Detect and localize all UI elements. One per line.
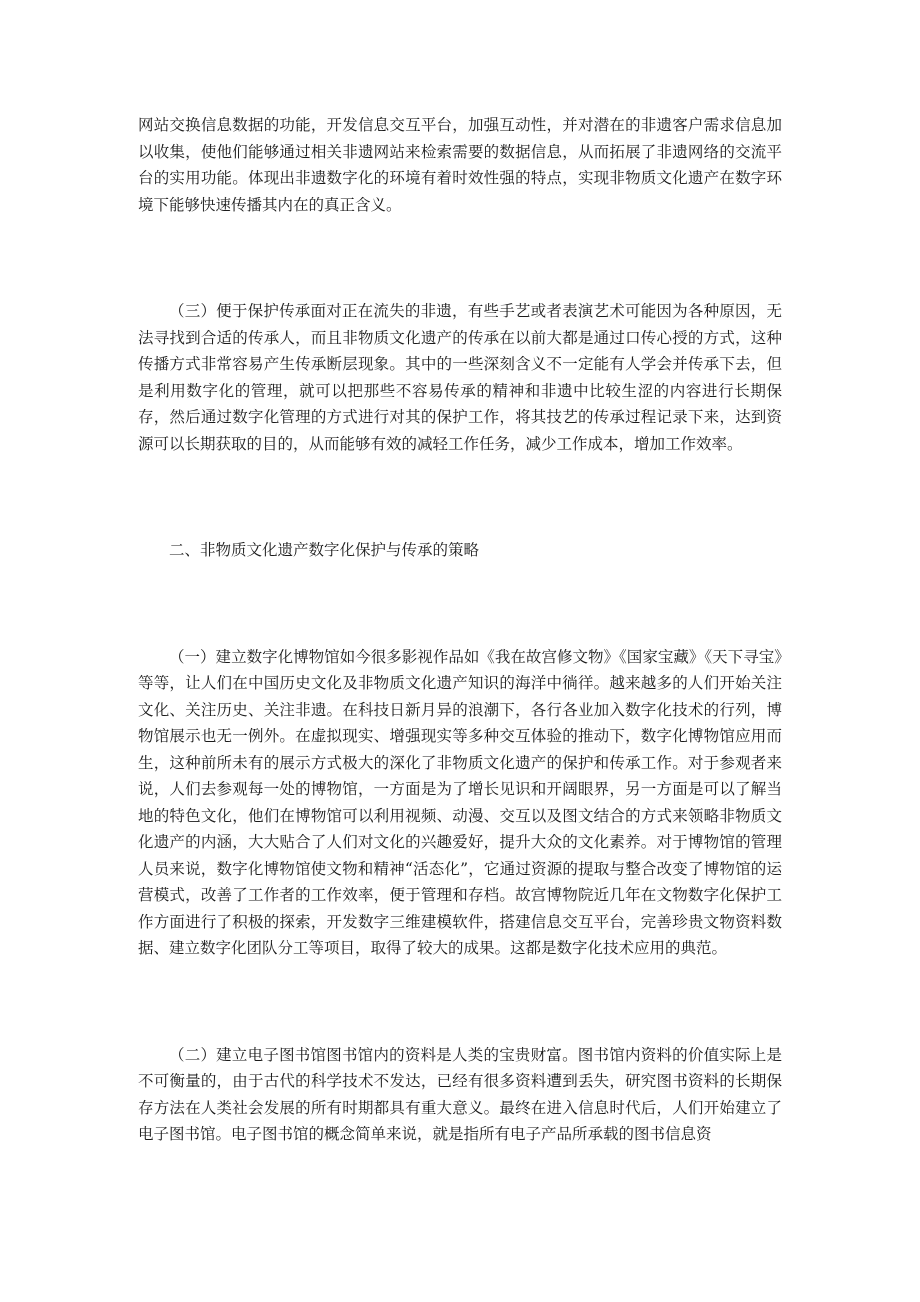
section-heading: 二、非物质文化遗产数字化保护与传承的策略	[169, 541, 480, 559]
paragraph-digital-museum: （一）建立数字化博物馆如今很多影视作品如《我在故宫修文物》《国家宝藏》《天下寻宝》等等，让人们在中国历史文化及非物质文化遗产知识的海洋中徜徉。越来越多的人们开始关注文化、关注历史、关注非遗。在科技日新月异的浪潮下，各行各业加入数字化技术的行列，博物馆展示也无一例外。在虚拟现实、增强现实等多种交互体验的推动下，数字化博物馆应用而生，这种前所未有的展示方式极大的深化了非物质文化遗产的保护和传承工作。对于参观者来说，人们去参观每一处的博物馆，一方面是为了增长见识和开阔眼界，另一方面是可以了解当地的特色文化，他们在博物馆可以利用视频、动漫、交互以及图文结合的方式来领略非物质文化遗产的内涵，大大贴合了人们对文化的兴趣爱好，提升大众的文化素养。对于博物馆的管理人员来说，数字化博物馆使文物和精神“活态化”，它通过资源的提取与整合改变了博物馆的运营模式，改善了工作者的工作效率，便于管理和存档。故宫博物院近几年在文物数字化保护工作方面进行了积极的探索，开发数字三维建模软件，搭建信息交互平台，完善珍贵文物资料数据、建立数字化团队分工等项目，取得了较大的成果。这都是数字化技术应用的典范。	[138, 647, 782, 957]
document-page	[138, 112, 782, 1148]
paragraph-continuation: 网站交换信息数据的功能，开发信息交互平台，加强互动性，并对潜在的非遗客户需求信息加以收集，使他们能够通过相关非遗网站来检索需要的数据信息，从而拓展了非遗网络的交流平台的实用功能。体现出非遗数字化的环境有着时效性强的特点，实现非物质文化遗产在数字环境下能够快速传播其内在的真正含义。	[138, 116, 782, 214]
paragraph-digital-library: （二）建立电子图书馆图书馆内的资料是人类的宝贵财富。图书馆内资料的价值实际上是不可衡量的，由于古代的科学技术不发达，已经有很多资料遭到丢失，研究图书资料的长期保存方法在人类社会发展的所有时期都具有重大意义。最终在进入信息时代后，人们开始建立了电子图书馆。电子图书馆的概念简单来说，就是指所有电子产品所承载的图书信息资	[138, 1045, 782, 1143]
paragraph-section-three: （三）便于保护传承面对正在流失的非遗，有些手艺或者表演艺术可能因为各种原因，无法寻找到合适的传承人，而且非物质文化遗产的传承在以前大都是通过口传心授的方式，这种传播方式非常容易产生传承断层现象。其中的一些深刻含义不一定能有人学会并传承下去，但是利用数字化的管理，就可以把那些不容易传承的精神和非遗中比较生涩的内容进行长期保存，然后通过数字化管理的方式进行对其的保护工作，将其技艺的传承过程记录下来，达到资源可以长期获取的目的，从而能够有效的减轻工作任务，减少工作成本，增加工作效率。	[138, 302, 782, 453]
